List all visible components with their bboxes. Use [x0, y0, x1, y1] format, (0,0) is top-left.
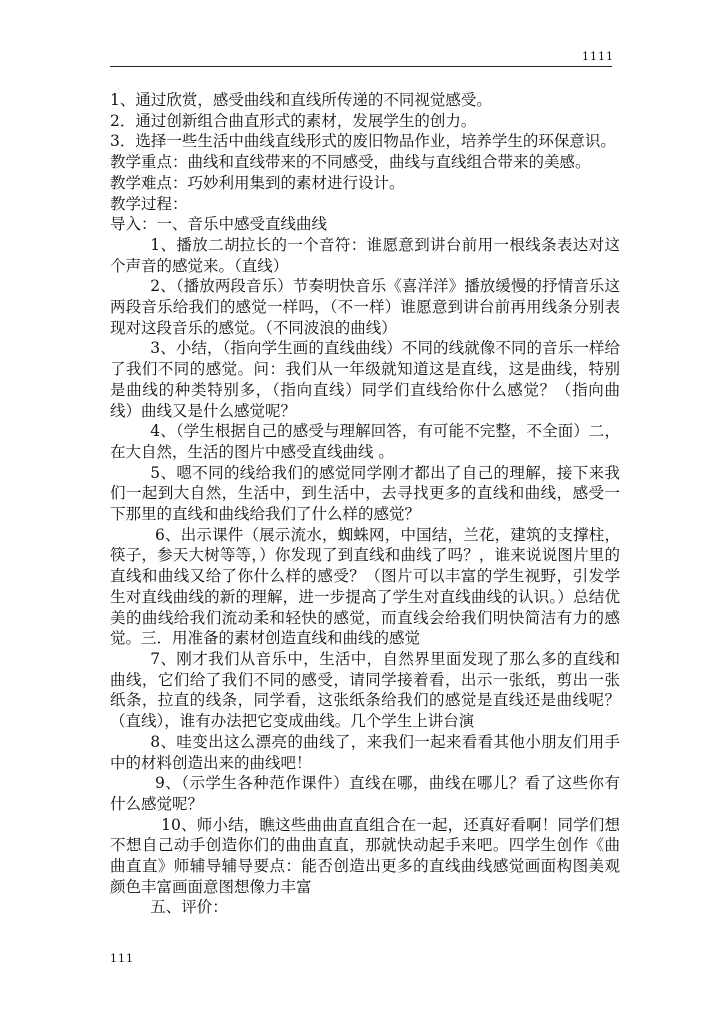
evaluation-heading: 五、评价： — [150, 898, 228, 917]
header-page-number: 1111 — [582, 50, 614, 63]
step-4: 4、（学生根据自己的感受与理解回答，有可能不完整，不全面）二，在大自然，生活的图片中感受直线曲线 。 — [110, 422, 620, 461]
header-rule — [110, 66, 612, 67]
step-9: 9、（示学生各种范作课件）直线在哪，曲线在哪儿？看了这些你有什么感觉呢？ — [110, 774, 620, 813]
step-8: 8、哇变出这么漂亮的曲线了，来我们一起来看看其他小朋友们用手中的材料创造出来的曲线吧！ — [110, 732, 620, 772]
step-7: 7、刚才我们从音乐中，生活中，自然界里面发现了那么多的直线和曲线，它们给了我们不同的感受，请同学接着看，出示一张纸，剪出一张纸条，拉直的线条，同学看，这张纸条给我们的感觉是直线还是曲线呢？（直线），谁有办法把它变成曲线。几个学生上讲台演 — [110, 649, 620, 731]
teaching-process-heading: 教学过程： — [110, 194, 188, 213]
step-6: 6、出示课件（展示流水，蜘蛛网，中国结，兰花，建筑的支撑柱，筷子，参天大树等等，）你发现了到直线和曲线了吗？，谁来说说图片里的直线和曲线又给了你什么样的感受？（图片可以丰富的学生视野，引发学生对直线曲线的新的理解，进一步提高了学生对直线曲线的认识。）总结优美的曲线给我们流动柔和轻快的感觉，而直线会给我们明快简洁有力的感觉。三．用准备的素材创造直线和曲线的感觉 — [110, 525, 620, 648]
goal-3: 3．选择一些生活中曲线直线形式的废旧物品作业，培养学生的环保意识。 — [110, 132, 616, 151]
intro-heading: 导入：一、音乐中感受直线曲线 — [110, 215, 328, 234]
step-3: 3、小结，（指向学生画的直线曲线）不同的线就像不同的音乐一样给了我们不同的感觉。问：我们从一年级就知道这是直线，这是曲线，特别是曲线的种类特别多，（指向直线）同学们直线给你什么感觉？（指向曲线）曲线又是什么感觉呢？ — [110, 339, 620, 420]
step-5: 5、嗯不同的线给我们的感觉同学刚才都出了自己的理解，接下来我们一起到大自然，生活中，到生活中，去寻找更多的直线和曲线，感受一下那里的直线和曲线给我们了什么样的感觉？ — [110, 463, 620, 524]
goal-2: 2．通过创新组合曲直形式的素材，发展学生的创力。 — [110, 111, 477, 130]
step-10: 10、师小结，瞧这些曲曲直直组合在一起，还真好看啊！同学们想不想自己动手创造你们的曲曲直直，那就快动起手来吧。四学生创作《曲曲直直》师辅导辅导要点：能否创造出更多的直线曲线感觉画面构图美观颜色丰富画面意图想像力丰富 — [110, 815, 620, 896]
teaching-focus: 教学重点：曲线和直线带来的不同感受，曲线与直线组合带来的美感。 — [110, 153, 591, 172]
step-1: 1、播放二胡拉长的一个音符：谁愿意到讲台前用一根线条表达对这个声音的感觉来。（直线） — [110, 235, 620, 275]
step-2: 2、（播放两段音乐）节奏明快音乐《喜洋洋》播放缓慢的抒情音乐这两段音乐给我们的感觉一样吗，（不一样）谁愿意到讲台前再用线条分别表现对这段音乐的感觉。（不同波浪的曲线） — [110, 277, 620, 337]
teaching-difficulty: 教学难点：巧妙利用集到的素材进行设计。 — [110, 173, 405, 192]
goal-1: 1、通过欣赏，感受曲线和直线所传递的不同视觉感受。 — [110, 91, 492, 109]
document-body — [110, 90, 620, 918]
footer-page-number: 111 — [110, 952, 134, 965]
